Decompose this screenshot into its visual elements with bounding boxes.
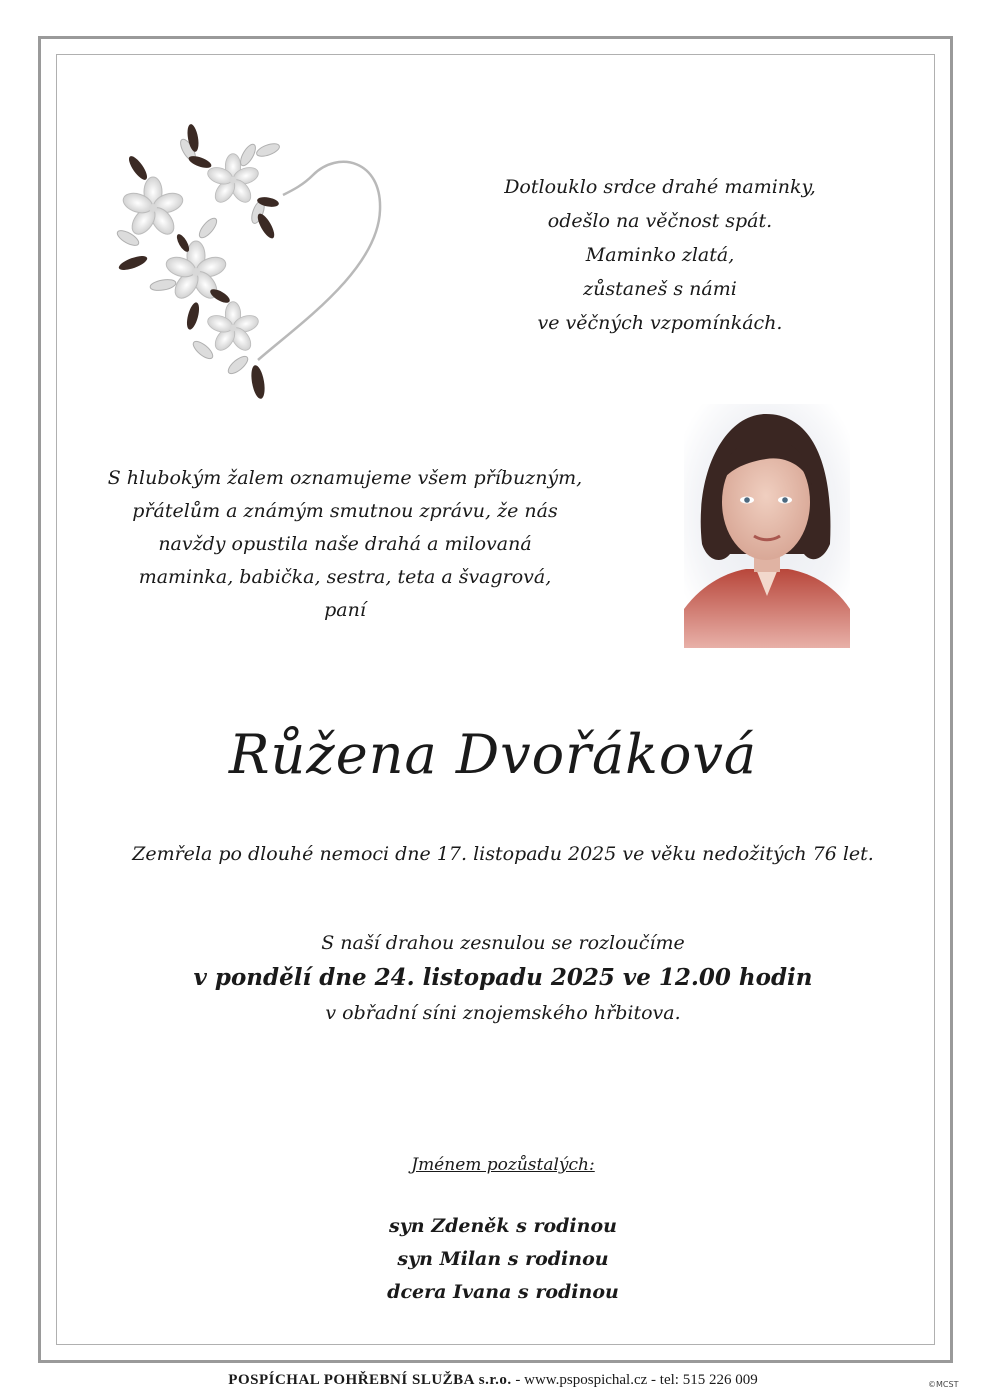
footer-company-suffix: s.r.o. — [478, 1372, 512, 1388]
signed-label-text: Jménem pozůstalých: — [411, 1155, 595, 1175]
portrait-photo — [684, 404, 850, 648]
farewell-place: v obřadní síni znojemského hřbitova. — [325, 1002, 681, 1024]
announcement-line: paní — [324, 599, 366, 621]
signed-label — [60, 1150, 946, 1180]
deceased-name: Růžena Dvořáková — [228, 723, 758, 786]
verse-line: odešlo na věčnost spát. — [547, 210, 773, 232]
memorial-verse — [470, 170, 850, 340]
heart-flower-ornament — [108, 120, 398, 410]
verse-line: zůstaneš s námi — [583, 278, 737, 300]
footer-contact: - www.pspospichal.cz - tel: 515 226 009 — [515, 1372, 758, 1388]
announcement-line: přátelům a známým smutnou zprávu, že nás — [132, 500, 558, 522]
farewell-intro: S naší drahou zesnulou se rozloučíme — [321, 932, 685, 954]
family-member: dcera Ivana s rodinou — [387, 1281, 619, 1303]
verse-line: ve věčných vzpomínkách. — [537, 312, 783, 334]
family-member: syn Milan s rodinou — [397, 1248, 609, 1270]
announcement — [90, 462, 600, 627]
verse-line: Dotlouklo srdce drahé maminky, — [504, 176, 816, 198]
footer — [0, 1368, 986, 1392]
farewell-datetime: v pondělí dne 24. listopadu 2025 ve 12.00 hodin — [193, 964, 813, 991]
family-member: syn Zdeněk s rodinou — [389, 1215, 617, 1237]
farewell-details — [60, 928, 946, 1028]
announcement-line: S hlubokým žalem oznamujeme všem příbuzným, — [107, 467, 583, 489]
footer-company: POSPÍCHAL POHŘEBNÍ SLUŽBA — [228, 1372, 475, 1388]
family-list — [60, 1210, 946, 1309]
death-notice: Zemřela po dlouhé nemoci dne 17. listopadu 2025 ve věku nedožitých 76 let. — [132, 843, 874, 865]
announcement-line: maminka, babička, sestra, teta a švagrová, — [138, 566, 552, 588]
corner-mark: ©MCST — [928, 1380, 959, 1389]
announcement-line: navždy opustila naše drahá a milovaná — [158, 533, 532, 555]
verse-line: Maminko zlatá, — [585, 244, 735, 266]
